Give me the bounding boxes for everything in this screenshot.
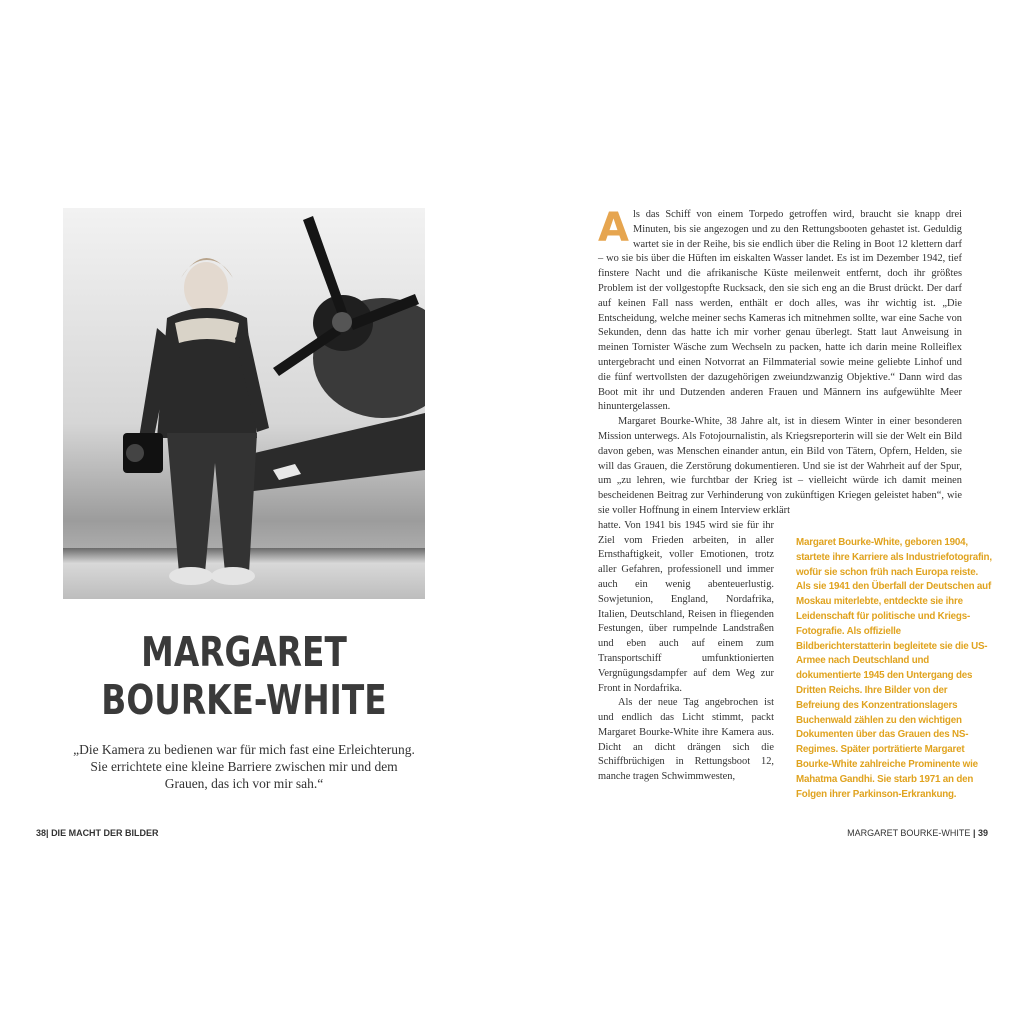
- paragraph-1: [598, 205, 962, 415]
- paragraph-2: Margaret Bourke-White, 38 Jahre alt, ist in diesem Winter in einer besonderen Mission unterwegs. Als Fotojournalistin, als Kriegsreporterin will sie der Welt ein Bild davon geben, was Menschen einander antun, ein Bild von Tätern, Opfern, Helden, sie will das Grauen, die Zerstörung dokumentieren. Und sie ist der Wahrheit auf der Spur, um „zu lehren, wie furchtbar der Krieg ist – vielleicht würde ich damit meinen bescheidenen Beitrag zur Verhinderung von zukünftigen Kriegen geleistet haben“, wie sie voller Hoffnung in einem Interview erklärt: [598, 416, 962, 516]
- pull-quote: „Die Kamera zu bedienen war für mich fast eine Erleichterung. Sie errichtete eine kleine Barriere zwischen mir und dem Grauen, das ich vor mir sah.“: [73, 742, 415, 791]
- drop-cap: A: [598, 205, 629, 251]
- photograph: [63, 208, 425, 599]
- footer-separator-left: |: [46, 828, 49, 838]
- footer-left: [36, 828, 159, 838]
- chapter-title: MARGARET BOURKE-WHITE: [847, 828, 971, 838]
- footer-right: [847, 828, 988, 838]
- page-number-left: 38: [36, 828, 47, 838]
- page-number-right: 39: [977, 828, 988, 838]
- paragraph-3: Als der neue Tag angebrochen ist und endlich das Licht stimmt, packt Margaret Bourke-White ihre Kamera aus. Dicht an dicht drängen sich die Schiffbrüchigen in Rettungsboot 12, manche tragen Schwimmwesten,: [598, 697, 774, 783]
- article-headline: [63, 628, 425, 724]
- paragraph-2-continued: hatte. Von 1941 bis 1945 wird sie für ihr Ziel vom Frieden arbeiten, in aller Ernsthaftigkeit, voller Emotionen, trotz aller Gefahren, professionell und immer auch ein wenig abenteuerlustig. Sowjetunion, England, Nordafrika, Italien, Deutschland, Reisen in fliegenden Festungen, über rumpelnde Landstraßen und eben auch auf einem zum Transportschiff umfunktionierten Vergnügungsdampfer auf dem Weg zur Front in Nordafrika.: [598, 519, 774, 694]
- photograph-illustration: [63, 208, 425, 599]
- headline-line-2: BOURKE-WHITE: [101, 676, 387, 724]
- footer-separator-right: |: [972, 828, 976, 838]
- headline-line-1: MARGARET: [141, 628, 347, 676]
- section-title: DIE MACHT DER BILDER: [51, 828, 159, 838]
- biography-sidebar: Margaret Bourke-White, geboren 1904, startete ihre Karriere als Industriefotografin, wofür sie schon früh nach Europa reiste. Als sie 1941 den Überfall der Deutschen auf Moskau miterlebte, entdeckte sie ihre Leidenschaft für politische und Kriegs-Fotografie. Als offizielle Bildberichterstatterin begleitete sie die US-Armee nach Deutschland und dokumentierte 1945 den Untergang des Dritten Reichs. Ihre Bilder von der Befreiung des Konzentrationslagers Buchenwald zählen zu den wichtigen Dokumenten über das Grauen des NS-Regimes. Später porträtierte Margaret Bourke-White zahlreiche Prominente wie Mahatma Gandhi. Sie starb 1971 an den Folgen ihrer Parkinson-Erkrankung.: [796, 537, 992, 800]
- paragraph-1-text: ls das Schiff von einem Torpedo getroffen wird, braucht sie knapp drei Minuten, bis sie angezogen und zu den Rettungsbooten gehastet ist. Geduldig wartet sie in der Reihe, bis sie endlich über die Reling in Boot 12 klettern darf – wo sie bis über die Hüften im eiskalten Wasser landet. Es ist im Dezember 1942, tief finstere Nacht und die afrikanische Küste meilenweit entfernt, doch ihr größtes Problem ist der vollgestopfte Rucksack, den sie sich eng an die Brust drückt. Der darf auf keinen Fall nass werden, enthält er doch alles, was ihr wichtig ist. „Die Entscheidung, welche meiner sechs Kameras ich mitnehmen sollte, war eine Sache von Sekunden, denn das hatte ich mir vorher genau überlegt. Statt laut Anweisung in meinen Tornister Wäsche zum Wechseln zu packen, hatte ich darin meine Rolleiflex untergebracht und einen Notvorrat an Filmmaterial sowie meine geliebte Linhof und die fünf wertvollsten der dazugehörigen zweiundzwanzig Objektive.“ Dann wird das Boot mit ihr und Dutzenden anderen Frauen und Männern ins aufgewühlte Meer hinuntergelassen.: [598, 209, 962, 413]
